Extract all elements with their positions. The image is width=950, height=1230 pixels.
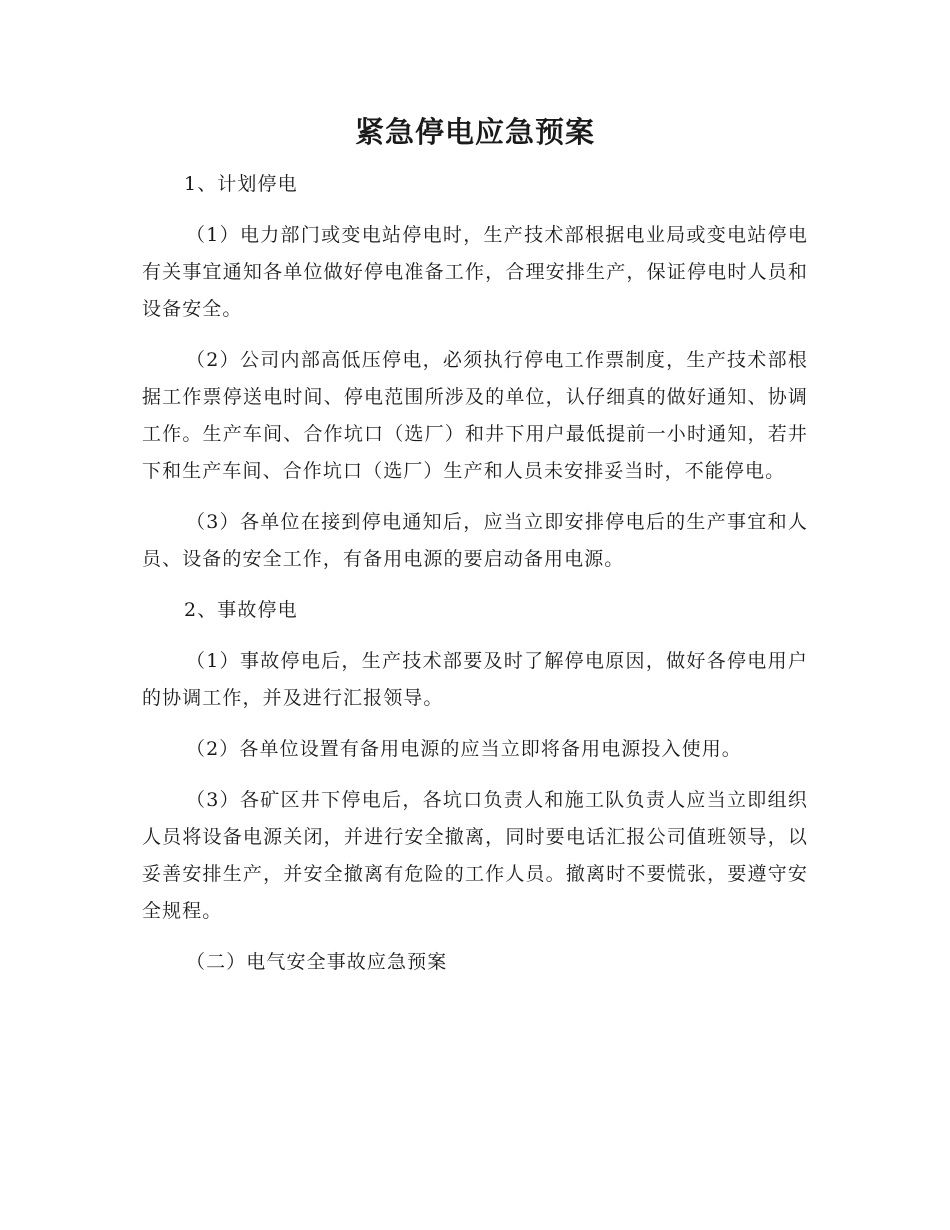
section-heading-accident-outage: 2、事故停电 <box>184 599 298 621</box>
paragraph-planned-1: （1）电力部门或变电站停电时，生产技术部根据电业局或变电站停电有关事宜通知各单位做好停电准备工作，合理安排生产，保证停电时人员和设备安全。 <box>142 224 808 320</box>
paragraph-accident-1: （1）事故停电后，生产技术部要及时了解停电原因，做好各停电用户的协调工作，并及进行汇报领导。 <box>142 650 808 709</box>
document-body <box>142 166 808 995</box>
paragraph-accident-3: （3）各矿区井下停电后，各坑口负责人和施工队负责人应当立即组织人员将设备电源关闭，并进行安全撤离，同时要电话汇报公司值班领导，以妥善安排生产，并安全撤离有危险的工作人员。撤离时不要慌张，要遵守安全规程。 <box>142 789 808 922</box>
section-heading-planned-outage: 1、计划停电 <box>184 173 298 195</box>
paragraph-accident-2: （2）各单位设置有备用电源的应当立即将备用电源投入使用。 <box>186 738 742 760</box>
document-title: 紧急停电应急预案 <box>354 115 595 149</box>
paragraph-planned-3: （3）各单位在接到停电通知后，应当立即安排停电后的生产事宜和人员、设备的安全工作，有备用电源的要启动备用电源。 <box>142 511 808 570</box>
section-heading-electrical-safety: （二）电气安全事故应急预案 <box>186 951 448 973</box>
paragraph-planned-2: （2）公司内部高低压停电，必须执行停电工作票制度，生产技术部根据工作票停送电时间、停电范围所涉及的单位，认仔细真的做好通知、协调工作。生产车间、合作坑口（选厂）和井下用户最低提前一小时通知，若井下和生产车间、合作坑口（选厂）生产和人员未安排妥当时，不能停电。 <box>142 349 808 482</box>
